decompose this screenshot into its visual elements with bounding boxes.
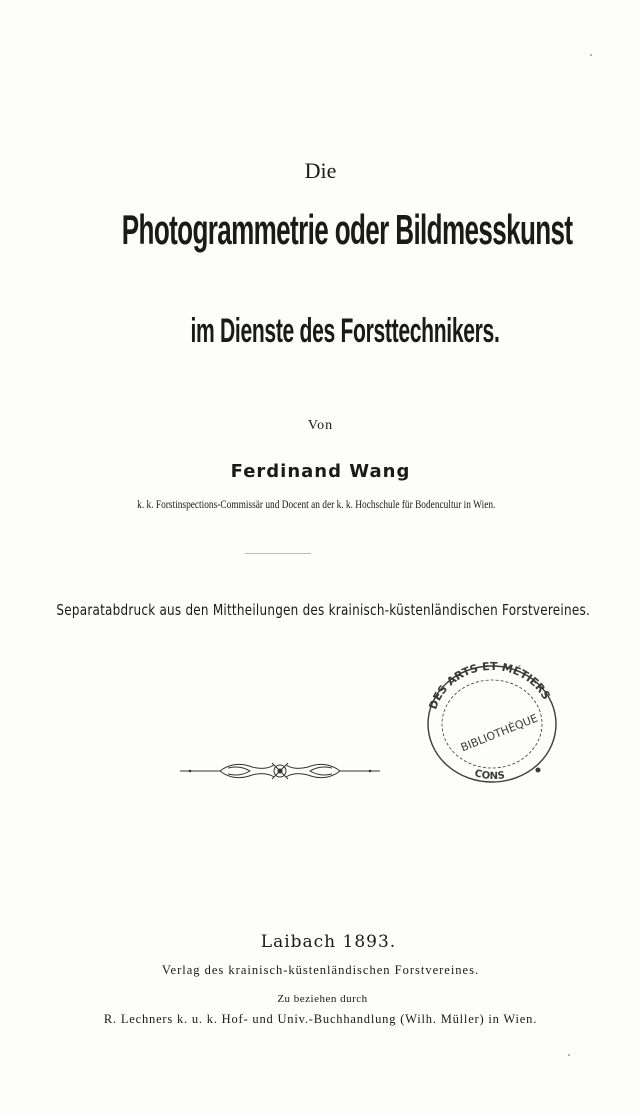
author-name: Ferdinand Wang [230,461,411,482]
short-divider [245,553,311,554]
author-role: k. k. Forstinspections-Commissär und Docent an der k. k. Hochschule für Bodencultur in Wien. [137,497,496,511]
subtitle: im Dienste des Forsttechnikers. [190,312,500,350]
title-article: Die [304,158,337,183]
distribution-note: Zu beziehen durch [277,993,368,1005]
library-stamp [420,658,565,788]
ornament-divider [180,755,380,787]
stamp-center-text: BIBLIOTHÈQUE [458,711,540,755]
paper-speck [568,1054,570,1056]
by-line: Von [307,418,334,433]
publisher-line: Verlag des krainisch-küstenländischen Forstvereines. [161,963,480,977]
paper-speck [590,54,592,56]
offprint-note: Separatabdruck aus den Mittheilungen des krainisch-küstenländischen Forstvereines. [56,601,590,619]
bookseller-line: R. Lechners k. u. k. Hof- und Univ.-Buchhandlung (Wilh. Müller) in Wien. [103,1012,538,1026]
stamp-ring-bottom: CONS [473,768,506,783]
stamp-ring-text: DES ARTS ET MÉTIERS [426,659,553,712]
main-title: Photogrammetrie oder Bildmesskunst [121,206,573,253]
place-year: Laibach 1893. [260,932,397,952]
